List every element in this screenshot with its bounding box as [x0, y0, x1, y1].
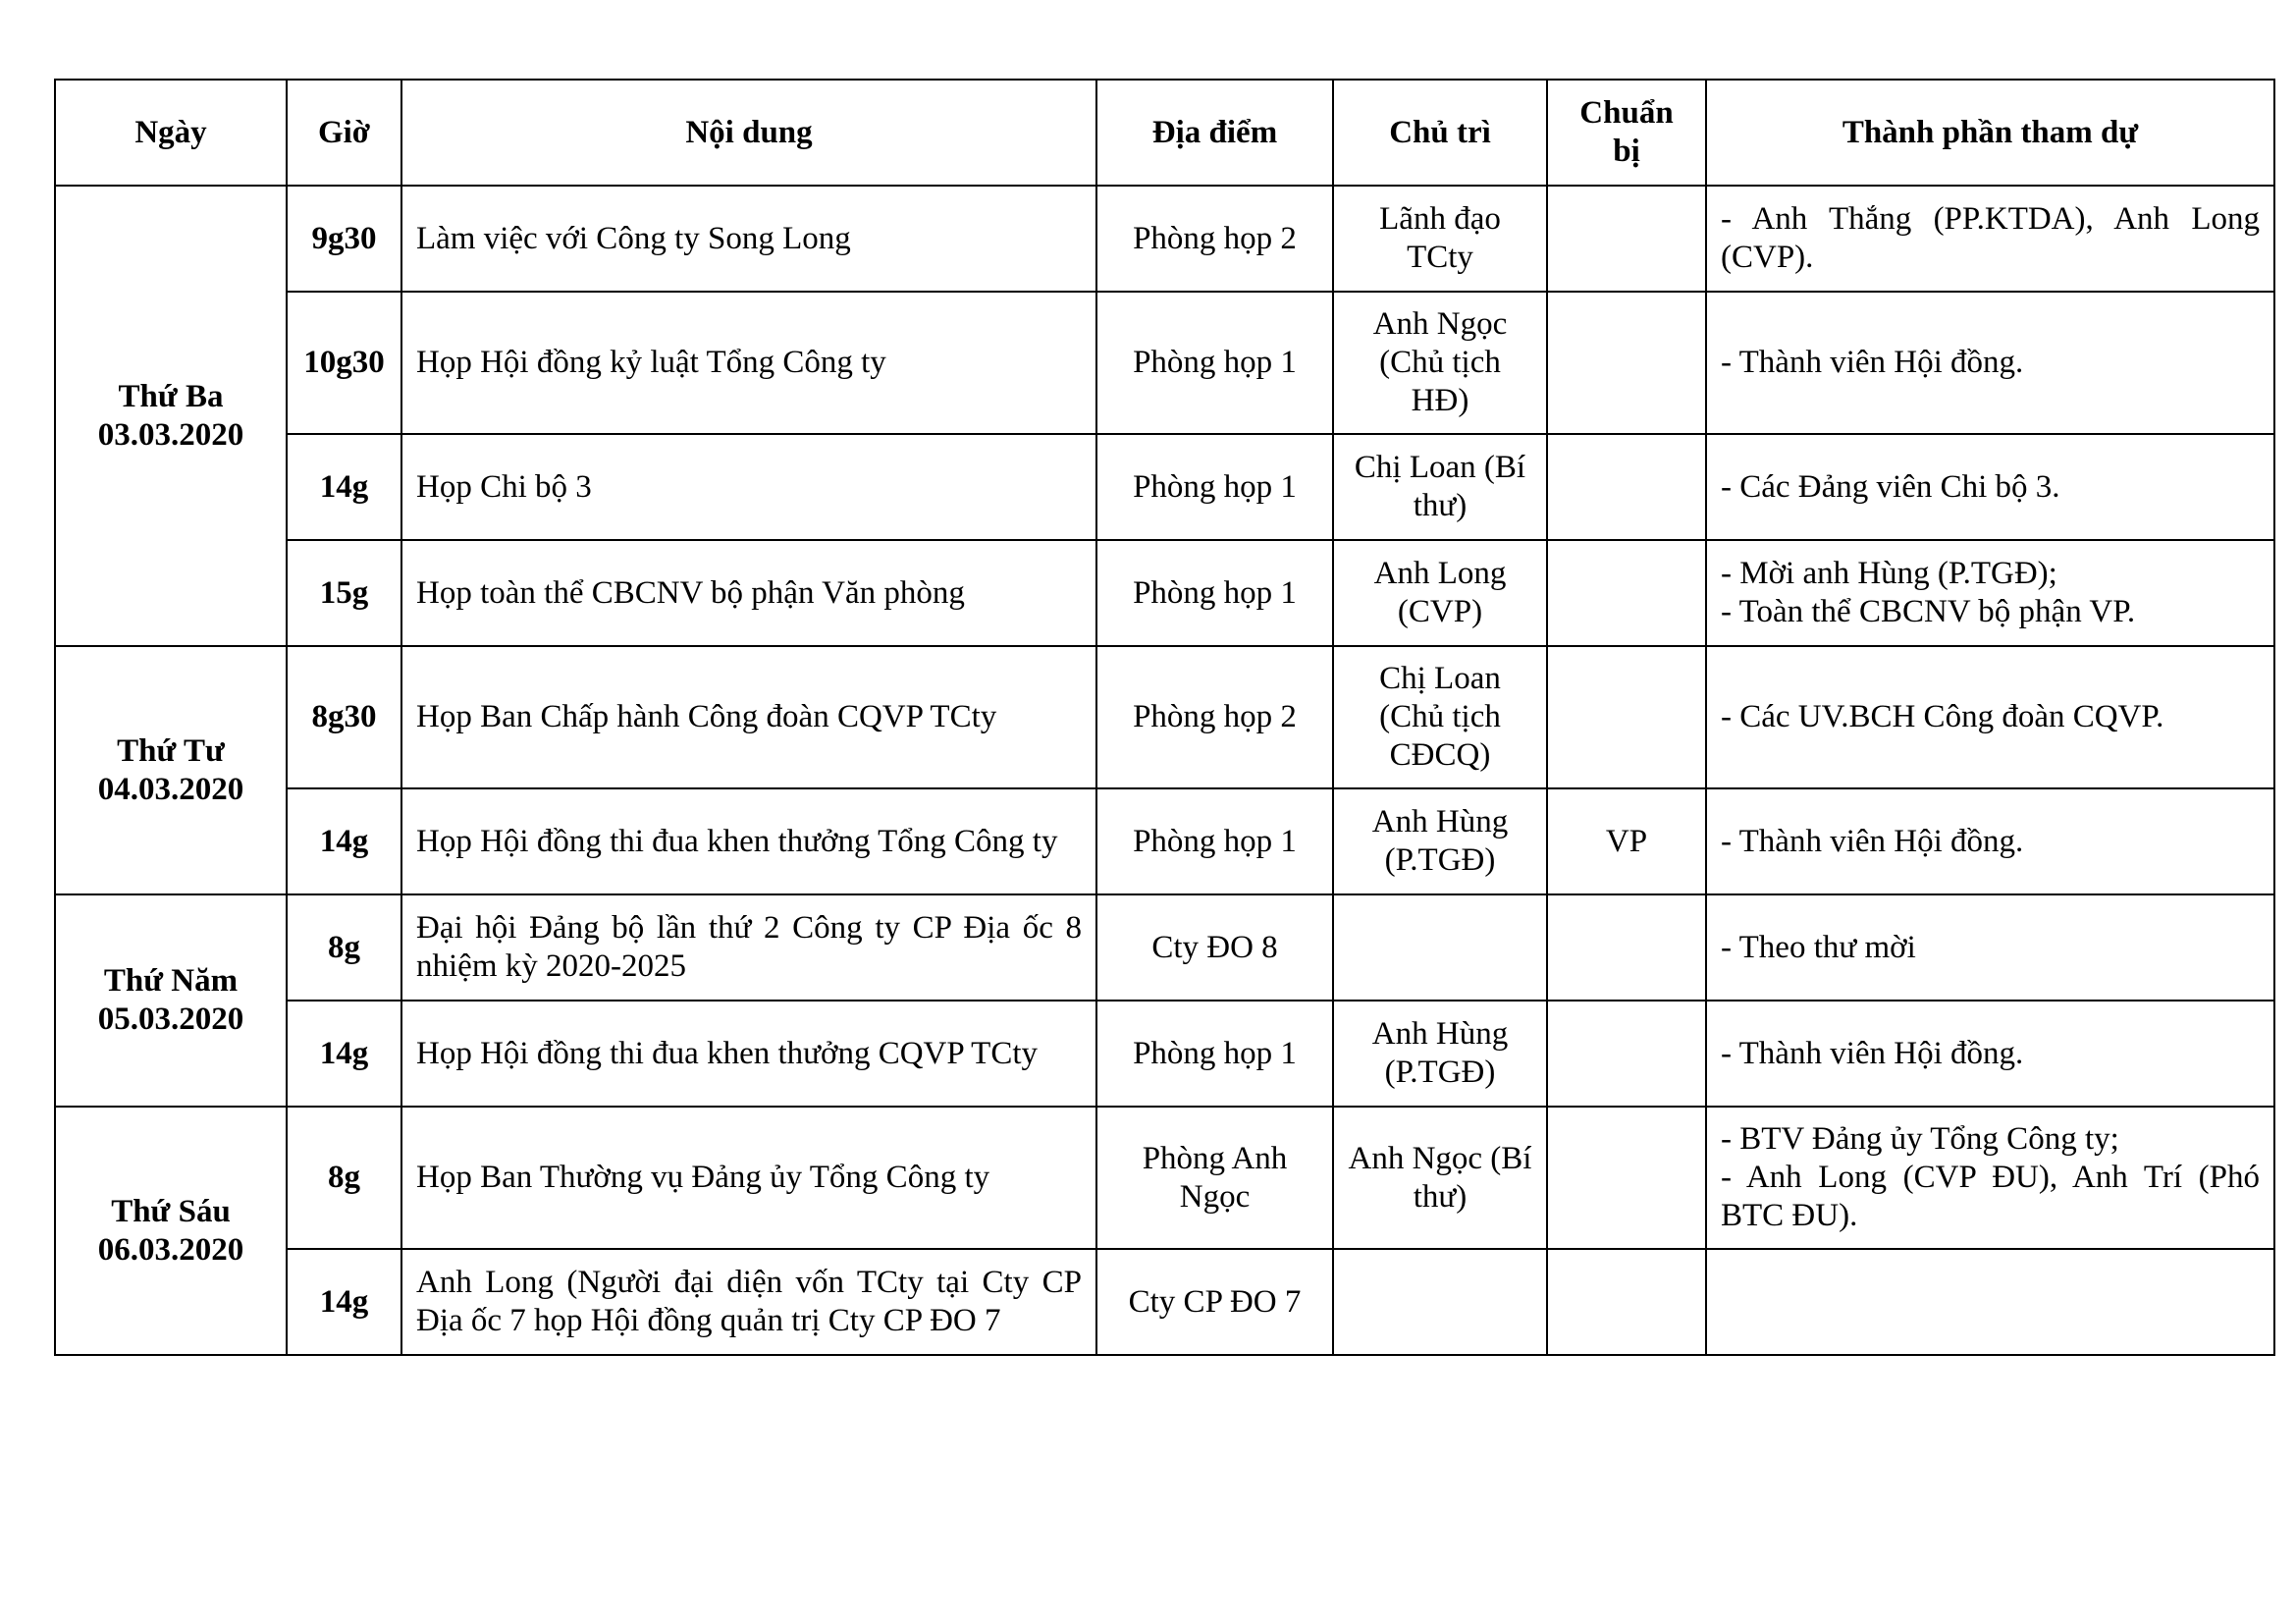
day-cell	[55, 894, 287, 1107]
time-cell: 14g	[287, 1001, 401, 1107]
place-cell: Phòng họp 1	[1096, 1001, 1333, 1107]
chair-cell: Anh Hùng (P.TGĐ)	[1333, 788, 1547, 894]
table-row	[55, 646, 2274, 788]
chair-cell: Anh Long (CVP)	[1333, 540, 1547, 646]
table-row	[55, 186, 2274, 292]
attendee-line: - Thành viên Hội đồng.	[1721, 823, 2024, 859]
content-cell: Đại hội Đảng bộ lần thứ 2 Công ty CP Địa ốc 8 nhiệm kỳ 2020-2025	[401, 894, 1096, 1001]
day-name: Thứ Ba	[118, 378, 224, 414]
chair-cell: Lãnh đạo TCty	[1333, 186, 1547, 292]
header-content: Nội dung	[401, 80, 1096, 186]
table-row	[55, 1249, 2274, 1355]
place-cell: Phòng họp 2	[1096, 646, 1333, 788]
place-cell: Cty ĐO 8	[1096, 894, 1333, 1001]
prep-cell	[1547, 186, 1706, 292]
schedule-table	[54, 79, 2275, 1356]
chair-cell: Anh Ngọc (Chủ tịch HĐ)	[1333, 292, 1547, 434]
place-cell: Cty CP ĐO 7	[1096, 1249, 1333, 1355]
chair-cell	[1333, 1249, 1547, 1355]
day-name: Thứ Sáu	[111, 1193, 231, 1229]
attendees-cell	[1706, 292, 2274, 434]
header-place: Địa điểm	[1096, 80, 1333, 186]
header-time: Giờ	[287, 80, 401, 186]
place-cell: Phòng Anh Ngọc	[1096, 1107, 1333, 1249]
time-cell: 9g30	[287, 186, 401, 292]
content-cell: Họp toàn thể CBCNV bộ phận Văn phòng	[401, 540, 1096, 646]
header-day: Ngày	[55, 80, 287, 186]
attendee-line: - BTV Đảng ủy Tổng Công ty;	[1721, 1121, 2119, 1157]
place-cell: Phòng họp 2	[1096, 186, 1333, 292]
table-row	[55, 788, 2274, 894]
time-cell: 14g	[287, 788, 401, 894]
attendee-line: - Mời anh Hùng (P.TGĐ);	[1721, 556, 2057, 591]
time-cell: 14g	[287, 434, 401, 540]
table-row	[55, 894, 2274, 1001]
day-cell	[55, 1107, 287, 1355]
header-chair: Chủ trì	[1333, 80, 1547, 186]
attendees-cell	[1706, 540, 2274, 646]
table-row	[55, 434, 2274, 540]
attendee-line: - Thành viên Hội đồng.	[1721, 1035, 2024, 1071]
attendee-line: - Anh Thắng (PP.KTDA), Anh Long (CVP).	[1721, 201, 2260, 275]
prep-cell	[1547, 1001, 1706, 1107]
table-row	[55, 1107, 2274, 1249]
place-cell: Phòng họp 1	[1096, 292, 1333, 434]
attendees-cell	[1706, 1249, 2274, 1355]
day-date: 03.03.2020	[97, 416, 244, 453]
content-cell: Làm việc với Công ty Song Long	[401, 186, 1096, 292]
attendee-line: - Các Đảng viên Chi bộ 3.	[1721, 468, 2060, 505]
chair-cell: Anh Ngọc (Bí thư)	[1333, 1107, 1547, 1249]
time-cell: 8g	[287, 1107, 401, 1249]
prep-cell	[1547, 1249, 1706, 1355]
place-cell: Phòng họp 1	[1096, 788, 1333, 894]
attendee-line: - Các UV.BCH Công đoàn CQVP.	[1721, 699, 2164, 734]
prep-cell	[1547, 434, 1706, 540]
time-cell: 8g	[287, 894, 401, 1001]
attendee-line: - Anh Long (CVP ĐU), Anh Trí (Phó BTC ĐU).	[1721, 1160, 2260, 1233]
attendees-cell	[1706, 434, 2274, 540]
day-date: 05.03.2020	[97, 1001, 244, 1037]
content-cell: Họp Hội đồng kỷ luật Tổng Công ty	[401, 292, 1096, 434]
place-cell: Phòng họp 1	[1096, 434, 1333, 540]
prep-cell	[1547, 646, 1706, 788]
time-cell: 10g30	[287, 292, 401, 434]
attendees-cell	[1706, 894, 2274, 1001]
content-cell: Họp Hội đồng thi đua khen thưởng CQVP TCty	[401, 1001, 1096, 1107]
day-name: Thứ Năm	[103, 963, 239, 999]
content-cell: Họp Ban Chấp hành Công đoàn CQVP TCty	[401, 646, 1096, 788]
chair-cell	[1333, 894, 1547, 1001]
day-name: Thứ Tư	[117, 732, 225, 769]
chair-cell: Chị Loan (Chủ tịch CĐCQ)	[1333, 646, 1547, 788]
content-cell: Họp Hội đồng thi đua khen thưởng Tổng Công ty	[401, 788, 1096, 894]
attendee-line: - Thành viên Hội đồng.	[1721, 345, 2024, 380]
prep-cell	[1547, 292, 1706, 434]
prep-cell	[1547, 894, 1706, 1001]
day-date: 06.03.2020	[97, 1231, 244, 1268]
time-cell: 8g30	[287, 646, 401, 788]
attendee-line: - Toàn thể CBCNV bộ phận VP.	[1721, 594, 2136, 629]
header-attendees: Thành phần tham dự	[1706, 80, 2274, 186]
header-row	[55, 80, 2274, 186]
content-cell: Họp Ban Thường vụ Đảng ủy Tổng Công ty	[401, 1107, 1096, 1249]
day-cell	[55, 186, 287, 646]
time-cell: 14g	[287, 1249, 401, 1355]
attendee-line: - Theo thư mời	[1721, 929, 1916, 965]
table-row	[55, 540, 2274, 646]
prep-cell	[1547, 540, 1706, 646]
chair-cell: Anh Hùng (P.TGĐ)	[1333, 1001, 1547, 1107]
prep-cell	[1547, 1107, 1706, 1249]
attendees-cell	[1706, 186, 2274, 292]
attendees-cell	[1706, 1107, 2274, 1249]
header-prep: Chuẩn bị	[1547, 80, 1706, 186]
attendees-cell	[1706, 646, 2274, 788]
table-row	[55, 292, 2274, 434]
chair-cell: Chị Loan (Bí thư)	[1333, 434, 1547, 540]
day-cell	[55, 646, 287, 894]
prep-cell: VP	[1547, 788, 1706, 894]
attendees-cell	[1706, 1001, 2274, 1107]
attendees-cell	[1706, 788, 2274, 894]
time-cell: 15g	[287, 540, 401, 646]
day-date: 04.03.2020	[97, 771, 244, 807]
content-cell: Anh Long (Người đại diện vốn TCty tại Cty CP Địa ốc 7 họp Hội đồng quản trị Cty CP ĐO 7	[401, 1249, 1096, 1355]
table-row	[55, 1001, 2274, 1107]
content-cell: Họp Chi bộ 3	[401, 434, 1096, 540]
place-cell: Phòng họp 1	[1096, 540, 1333, 646]
